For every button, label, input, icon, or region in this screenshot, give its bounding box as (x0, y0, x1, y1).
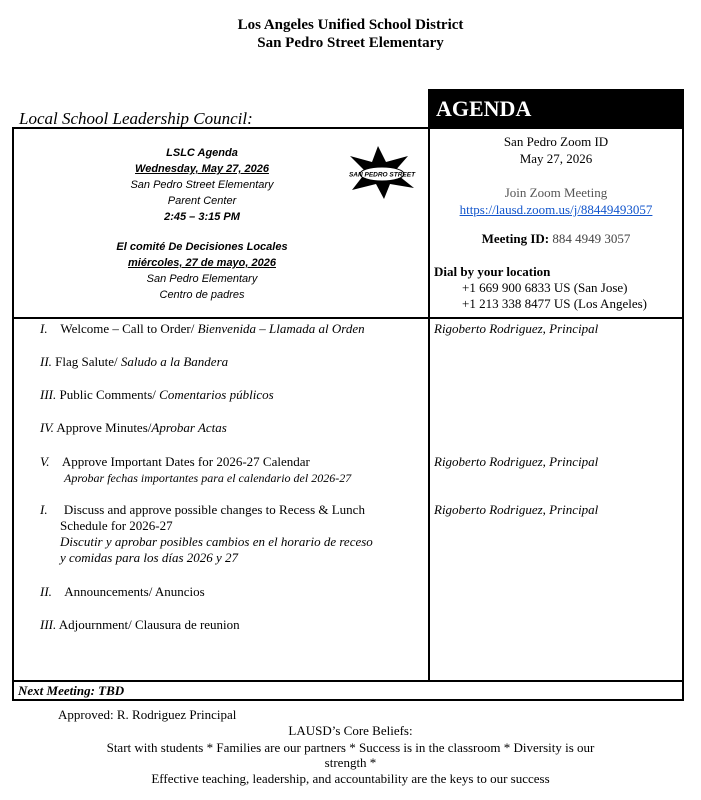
meeting-id-line (430, 231, 682, 247)
school-title: San Pedro Street Elementary (257, 35, 444, 51)
zoom-link[interactable]: https://lausd.zoom.us/j/88449493057 (459, 202, 653, 217)
presenter-item-1: Rigoberto Rodriguez, Principal (434, 321, 599, 336)
lslc-block (60, 145, 344, 303)
lslc-location: Parent Center (167, 195, 237, 207)
lslc-date: Wednesday, May 27, 2026 (135, 163, 269, 175)
zoom-date: May 27, 2026 (519, 151, 593, 166)
agenda-item: I. Discuss and approve possible changes to Recess & Lunch Schedule for 2026-27 Discutir y aprobar posibles cambios en el horario de receso y comidas para los días 2026 y 27 (40, 502, 373, 565)
agenda-item: II. Announcements/ Anuncios (40, 584, 205, 599)
lslc-es-title: El comité De Decisiones Locales (116, 241, 288, 253)
next-meeting: Next Meeting: TBD (18, 683, 125, 698)
agenda-item: V. Approve Important Dates for 2026-27 Calendar Aprobar fechas importantes para el calendario del 2026-27 (40, 454, 352, 485)
lslc-es-school: San Pedro Elementary (146, 273, 258, 285)
join-zoom-label: Join Zoom Meeting (504, 185, 608, 200)
lslc-title: LSLC Agenda (166, 147, 238, 159)
lslc-school: San Pedro Street Elementary (130, 179, 274, 191)
zoom-block (430, 133, 682, 218)
approved-by: Approved: R. Rodriguez Principal (58, 707, 237, 722)
agenda-item: III. Public Comments/ Comentarios públicos (40, 387, 274, 402)
core-beliefs-title: LAUSD’s Core Beliefs: (288, 723, 413, 738)
logo-text: SAN PEDRO STREET (348, 171, 416, 179)
district-title: Los Angeles Unified School District (237, 17, 464, 33)
meeting-id-value: 884 4949 3057 (552, 231, 631, 246)
phone-san-jose: +1 669 900 6833 US (San Jose) (462, 280, 628, 295)
lslc-es-location: Centro de padres (159, 289, 245, 301)
presenter-item-6: Rigoberto Rodriguez, Principal (434, 502, 599, 517)
agenda-item: II. Flag Salute/ Saludo a la Bandera (40, 354, 229, 369)
agenda-label: AGENDA (428, 89, 684, 129)
meeting-id-label: Meeting ID: (481, 231, 550, 246)
core-beliefs-line1: Start with students * Families are our partners * Success is in the classroom * Diversity is our (106, 740, 595, 755)
core-beliefs-line3: Effective teaching, leadership, and accountability are the keys to our success (151, 771, 550, 786)
school-star-logo (348, 144, 416, 200)
presenter-item-5: Rigoberto Rodriguez, Principal (434, 454, 599, 469)
phone-los-angeles: +1 213 338 8477 US (Los Angeles) (462, 296, 647, 311)
zoom-id-label: San Pedro Zoom ID (503, 134, 609, 149)
presenter-cell (428, 317, 684, 682)
dial-label: Dial by your location (434, 264, 551, 279)
agenda-item: IV. Approve Minutes/Aprobar Actas (40, 420, 227, 435)
council-title: Local School Leadership Council: (19, 109, 253, 128)
lslc-es-date: miércoles, 27 de mayo, 2026 (128, 257, 276, 269)
dial-block (434, 264, 647, 312)
core-beliefs-line2: strength * (324, 755, 377, 770)
agenda-item: III. Adjournment/ Clausura de reunion (40, 617, 240, 632)
agenda-item: I. Welcome – Call to Order/ Bienvenida – Llamada al Orden (40, 321, 365, 336)
lslc-time: 2:45 – 3:15 PM (164, 211, 240, 223)
